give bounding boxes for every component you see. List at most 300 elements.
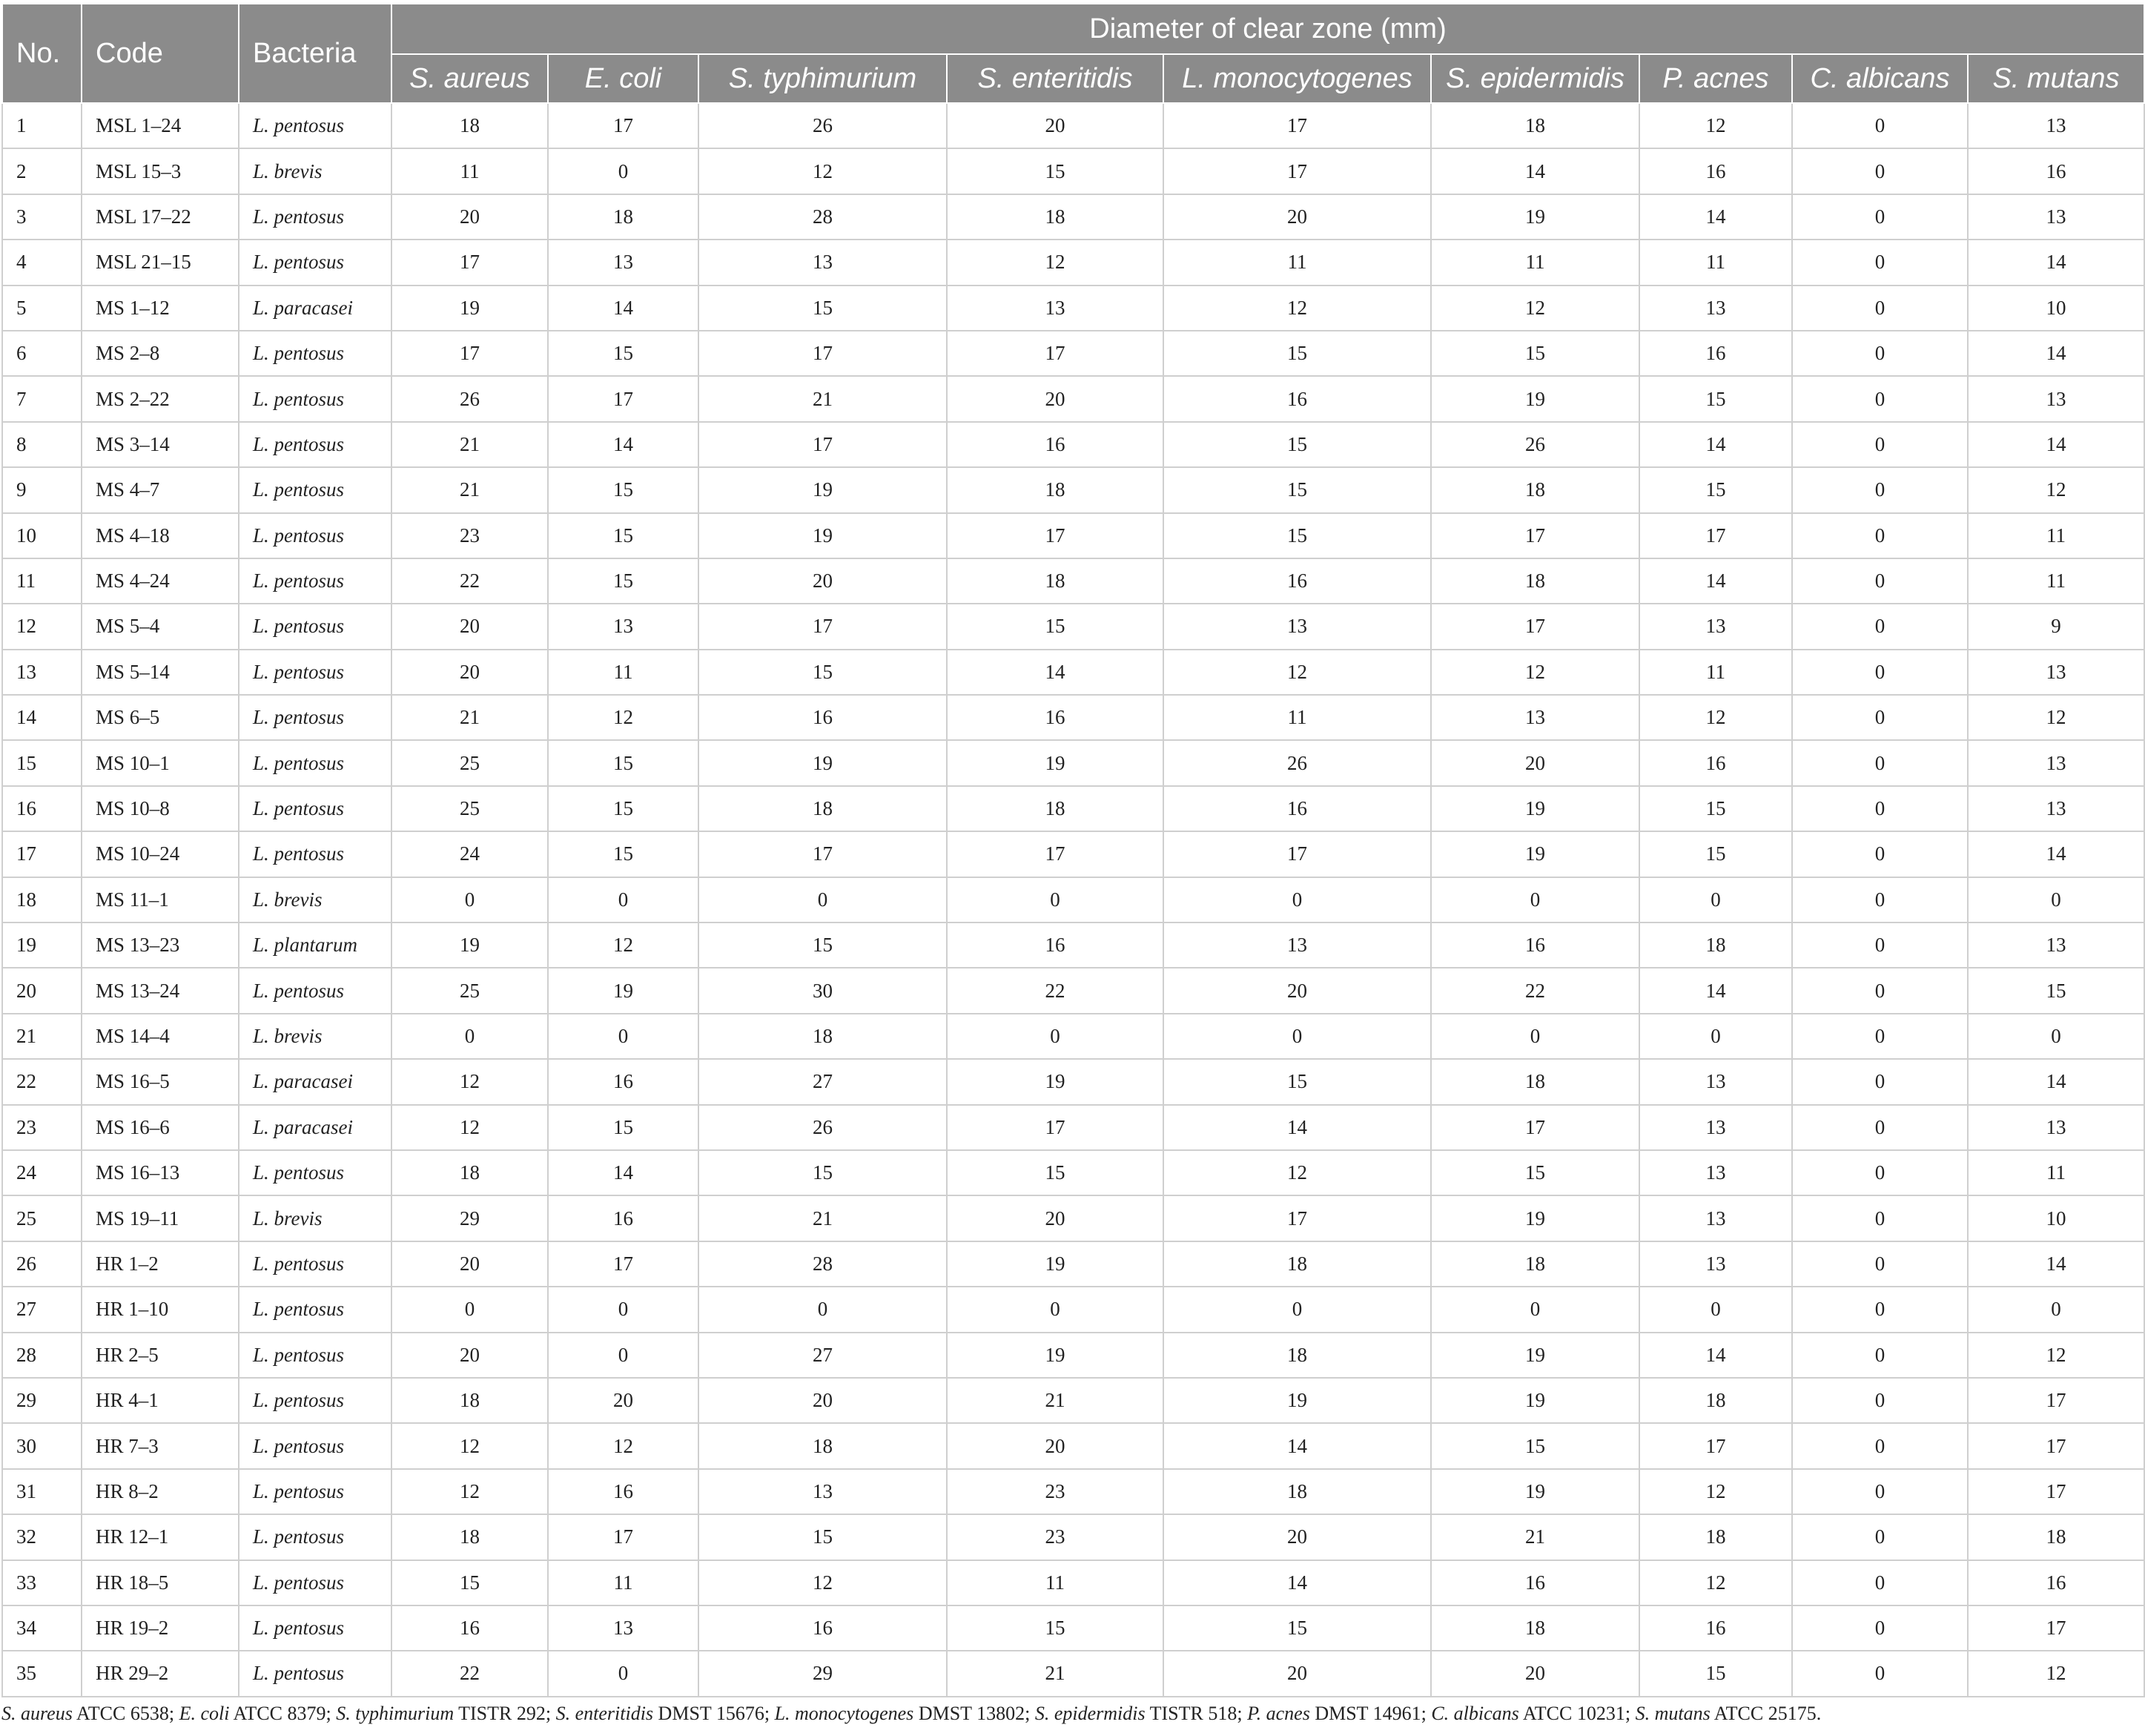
header-code: Code	[82, 4, 239, 103]
cell-value: 20	[1163, 968, 1431, 1013]
cell-bacteria: L. pentosus	[239, 1560, 391, 1605]
cell-value: 17	[1163, 148, 1431, 194]
cell-value: 15	[548, 740, 698, 785]
footnote-species: C. albicans	[1431, 1703, 1519, 1724]
cell-value: 15	[1639, 1651, 1792, 1696]
cell-value: 12	[1639, 1560, 1792, 1605]
cell-code: HR 18–5	[82, 1560, 239, 1605]
cell-value: 21	[947, 1651, 1163, 1696]
cell-value: 15	[1431, 1150, 1639, 1195]
cell-value: 0	[1792, 1560, 1968, 1605]
cell-value: 12	[391, 1059, 548, 1104]
cell-no: 20	[2, 968, 82, 1013]
cell-bacteria: L. pentosus	[239, 467, 391, 512]
cell-value: 17	[1968, 1423, 2144, 1468]
cell-bacteria: L. pentosus	[239, 331, 391, 376]
cell-bacteria: L. pentosus	[239, 1378, 391, 1423]
cell-value: 15	[1163, 422, 1431, 467]
cell-no: 27	[2, 1287, 82, 1332]
cell-value: 19	[947, 1059, 1163, 1104]
cell-value: 21	[391, 422, 548, 467]
header-bacteria: Bacteria	[239, 4, 391, 103]
cell-no: 33	[2, 1560, 82, 1605]
cell-value: 12	[698, 1560, 947, 1605]
cell-value: 27	[698, 1333, 947, 1378]
cell-value: 0	[947, 1014, 1163, 1059]
footnote-separator: ;	[1237, 1703, 1248, 1724]
cell-value: 16	[1639, 1605, 1792, 1651]
cell-value: 19	[698, 467, 947, 512]
cell-value: 17	[947, 513, 1163, 558]
cell-value: 0	[1792, 1333, 1968, 1378]
cell-value: 16	[1968, 148, 2144, 194]
clear-zone-table	[1, 3, 2145, 1697]
cell-value: 19	[1431, 1378, 1639, 1423]
cell-value: 11	[1163, 695, 1431, 740]
cell-value: 19	[548, 968, 698, 1013]
cell-no: 6	[2, 331, 82, 376]
cell-bacteria: L. pentosus	[239, 376, 391, 421]
cell-value: 13	[1968, 923, 2144, 968]
cell-value: 0	[1792, 604, 1968, 649]
cell-value: 15	[947, 1150, 1163, 1195]
cell-bacteria: L. pentosus	[239, 740, 391, 785]
cell-value: 0	[1792, 1605, 1968, 1651]
cell-code: MS 1–12	[82, 286, 239, 331]
cell-code: MS 13–23	[82, 923, 239, 968]
footnote-separator: ;	[1421, 1703, 1432, 1724]
table-header	[2, 4, 2144, 103]
cell-value: 0	[391, 1287, 548, 1332]
cell-value: 0	[1792, 1014, 1968, 1059]
table-row	[2, 1469, 2144, 1514]
cell-code: MS 16–6	[82, 1105, 239, 1150]
footnote-strain: ATCC 25175	[1710, 1703, 1817, 1724]
table-body	[2, 103, 2144, 1697]
cell-bacteria: L. pentosus	[239, 1287, 391, 1332]
cell-value: 20	[1163, 1514, 1431, 1560]
cell-bacteria: L. brevis	[239, 1195, 391, 1241]
cell-value: 0	[1639, 1287, 1792, 1332]
cell-value: 13	[698, 240, 947, 285]
cell-value: 17	[391, 331, 548, 376]
cell-no: 34	[2, 1605, 82, 1651]
cell-value: 0	[947, 1287, 1163, 1332]
cell-value: 12	[1163, 286, 1431, 331]
cell-value: 19	[947, 740, 1163, 785]
cell-no: 25	[2, 1195, 82, 1241]
cell-value: 22	[1431, 968, 1639, 1013]
table-row	[2, 1423, 2144, 1468]
cell-value: 11	[1968, 558, 2144, 604]
table-row	[2, 604, 2144, 649]
cell-value: 0	[1792, 695, 1968, 740]
cell-code: HR 2–5	[82, 1333, 239, 1378]
cell-value: 17	[1968, 1378, 2144, 1423]
cell-value: 10	[1968, 286, 2144, 331]
cell-code: MS 6–5	[82, 695, 239, 740]
cell-value: 16	[1639, 740, 1792, 785]
cell-value: 20	[391, 650, 548, 695]
table-row	[2, 695, 2144, 740]
cell-value: 0	[1792, 558, 1968, 604]
cell-bacteria: L. pentosus	[239, 240, 391, 285]
cell-value: 20	[391, 1241, 548, 1287]
cell-value: 21	[391, 467, 548, 512]
table-row	[2, 148, 2144, 194]
cell-value: 18	[1163, 1333, 1431, 1378]
cell-value: 20	[1431, 740, 1639, 785]
cell-value: 21	[947, 1378, 1163, 1423]
cell-bacteria: L. paracasei	[239, 1105, 391, 1150]
cell-value: 11	[548, 650, 698, 695]
cell-bacteria: L. pentosus	[239, 1333, 391, 1378]
cell-value: 13	[1163, 604, 1431, 649]
cell-code: MS 4–7	[82, 467, 239, 512]
cell-value: 21	[698, 1195, 947, 1241]
cell-bacteria: L. pentosus	[239, 103, 391, 148]
cell-value: 14	[1163, 1105, 1431, 1150]
cell-value: 18	[947, 786, 1163, 831]
cell-value: 23	[947, 1469, 1163, 1514]
cell-value: 13	[1968, 103, 2144, 148]
cell-code: MS 2–8	[82, 331, 239, 376]
footnote-species: S. aureus	[1, 1703, 73, 1724]
cell-value: 17	[1163, 831, 1431, 877]
cell-value: 0	[1792, 513, 1968, 558]
cell-value: 12	[1968, 695, 2144, 740]
cell-no: 17	[2, 831, 82, 877]
cell-value: 16	[947, 923, 1163, 968]
cell-no: 18	[2, 877, 82, 923]
cell-value: 9	[1968, 604, 2144, 649]
cell-value: 18	[391, 1378, 548, 1423]
cell-value: 16	[947, 695, 1163, 740]
cell-value: 0	[1792, 1150, 1968, 1195]
cell-value: 0	[1431, 877, 1639, 923]
cell-value: 14	[1639, 422, 1792, 467]
table-row	[2, 467, 2144, 512]
cell-no: 28	[2, 1333, 82, 1378]
cell-value: 19	[1431, 786, 1639, 831]
cell-value: 12	[391, 1469, 548, 1514]
cell-bacteria: L. pentosus	[239, 558, 391, 604]
cell-no: 32	[2, 1514, 82, 1560]
cell-no: 1	[2, 103, 82, 148]
cell-bacteria: L. pentosus	[239, 604, 391, 649]
cell-value: 19	[391, 286, 548, 331]
cell-value: 13	[1968, 740, 2144, 785]
footnote-species: S. mutans	[1635, 1703, 1711, 1724]
cell-value: 15	[548, 1105, 698, 1150]
header-organism: P. acnes	[1639, 54, 1792, 103]
cell-value: 0	[1163, 1287, 1431, 1332]
table-row	[2, 558, 2144, 604]
cell-value: 19	[1431, 831, 1639, 877]
table-row	[2, 240, 2144, 285]
cell-code: MSL 21–15	[82, 240, 239, 285]
cell-value: 11	[1968, 1150, 2144, 1195]
cell-value: 16	[1639, 331, 1792, 376]
cell-code: HR 1–10	[82, 1287, 239, 1332]
cell-code: MSL 17–22	[82, 194, 239, 240]
cell-value: 13	[1639, 1241, 1792, 1287]
cell-value: 17	[698, 604, 947, 649]
cell-value: 21	[391, 695, 548, 740]
cell-value: 25	[391, 786, 548, 831]
cell-value: 17	[1431, 513, 1639, 558]
footnote-separator: ;	[1025, 1703, 1035, 1724]
table-row	[2, 376, 2144, 421]
footnote-species: E. coli	[179, 1703, 230, 1724]
cell-value: 14	[548, 286, 698, 331]
cell-code: MS 5–14	[82, 650, 239, 695]
cell-value: 12	[548, 1423, 698, 1468]
cell-bacteria: L. pentosus	[239, 1514, 391, 1560]
table-row	[2, 1605, 2144, 1651]
cell-value: 12	[548, 923, 698, 968]
cell-value: 15	[698, 650, 947, 695]
cell-code: MS 16–13	[82, 1150, 239, 1195]
cell-value: 16	[1431, 923, 1639, 968]
cell-value: 13	[1163, 923, 1431, 968]
cell-value: 18	[1639, 1378, 1792, 1423]
cell-no: 19	[2, 923, 82, 968]
cell-no: 13	[2, 650, 82, 695]
cell-value: 18	[1968, 1514, 2144, 1560]
cell-value: 0	[548, 1014, 698, 1059]
cell-value: 14	[1968, 331, 2144, 376]
cell-value: 19	[1163, 1378, 1431, 1423]
cell-bacteria: L. paracasei	[239, 286, 391, 331]
cell-value: 13	[1431, 695, 1639, 740]
header-organism: S. aureus	[391, 54, 548, 103]
cell-value: 14	[1968, 240, 2144, 285]
cell-value: 13	[1639, 286, 1792, 331]
cell-value: 18	[698, 1014, 947, 1059]
cell-value: 15	[548, 331, 698, 376]
cell-value: 15	[698, 923, 947, 968]
cell-value: 20	[548, 1378, 698, 1423]
cell-value: 12	[1968, 1333, 2144, 1378]
cell-value: 0	[391, 877, 548, 923]
cell-value: 27	[698, 1059, 947, 1104]
table-row	[2, 1514, 2144, 1560]
cell-no: 12	[2, 604, 82, 649]
header-organism: S. epidermidis	[1431, 54, 1639, 103]
cell-value: 16	[548, 1469, 698, 1514]
cell-code: HR 4–1	[82, 1378, 239, 1423]
cell-value: 18	[1639, 1514, 1792, 1560]
cell-value: 18	[1431, 467, 1639, 512]
cell-value: 0	[1792, 877, 1968, 923]
cell-value: 29	[391, 1195, 548, 1241]
cell-bacteria: L. pentosus	[239, 1423, 391, 1468]
cell-value: 17	[698, 831, 947, 877]
footnote-species: S. typhimurium	[336, 1703, 455, 1724]
cell-code: MSL 1–24	[82, 103, 239, 148]
cell-value: 26	[391, 376, 548, 421]
cell-value: 19	[1431, 194, 1639, 240]
cell-value: 16	[1163, 786, 1431, 831]
cell-value: 19	[1431, 1333, 1639, 1378]
cell-value: 17	[947, 831, 1163, 877]
cell-value: 19	[1431, 1195, 1639, 1241]
cell-value: 17	[947, 1105, 1163, 1150]
cell-value: 13	[548, 1605, 698, 1651]
table-row	[2, 1333, 2144, 1378]
cell-value: 12	[391, 1105, 548, 1150]
cell-value: 0	[1792, 240, 1968, 285]
cell-value: 11	[391, 148, 548, 194]
cell-value: 19	[698, 740, 947, 785]
cell-value: 14	[548, 422, 698, 467]
cell-value: 18	[548, 194, 698, 240]
cell-value: 28	[698, 194, 947, 240]
cell-value: 18	[391, 103, 548, 148]
cell-value: 17	[391, 240, 548, 285]
cell-value: 14	[1968, 422, 2144, 467]
footnote-species: L. monocytogenes	[774, 1703, 914, 1724]
table-row	[2, 1105, 2144, 1150]
cell-value: 16	[1968, 1560, 2144, 1605]
cell-bacteria: L. paracasei	[239, 1059, 391, 1104]
footnote-strain: ATCC 8379	[229, 1703, 326, 1724]
cell-value: 0	[548, 1333, 698, 1378]
cell-bacteria: L. brevis	[239, 877, 391, 923]
cell-bacteria: L. pentosus	[239, 695, 391, 740]
cell-code: MS 10–8	[82, 786, 239, 831]
cell-value: 0	[1792, 1514, 1968, 1560]
cell-value: 25	[391, 968, 548, 1013]
cell-value: 26	[698, 103, 947, 148]
cell-value: 20	[698, 1378, 947, 1423]
cell-value: 15	[1968, 968, 2144, 1013]
cell-value: 0	[1792, 376, 1968, 421]
cell-bacteria: L. pentosus	[239, 1651, 391, 1696]
cell-value: 13	[548, 604, 698, 649]
cell-value: 13	[1639, 1059, 1792, 1104]
cell-value: 15	[1163, 467, 1431, 512]
table-row	[2, 1378, 2144, 1423]
cell-value: 0	[1792, 422, 1968, 467]
cell-value: 15	[1639, 831, 1792, 877]
cell-value: 13	[698, 1469, 947, 1514]
cell-value: 18	[1431, 1241, 1639, 1287]
cell-value: 18	[1431, 103, 1639, 148]
cell-value: 15	[698, 1514, 947, 1560]
cell-value: 22	[947, 968, 1163, 1013]
footnote-strain: TISTR 292	[454, 1703, 546, 1724]
cell-value: 15	[1163, 331, 1431, 376]
table-row	[2, 194, 2144, 240]
cell-no: 5	[2, 286, 82, 331]
cell-value: 14	[1968, 1241, 2144, 1287]
cell-code: MS 3–14	[82, 422, 239, 467]
cell-value: 18	[1431, 558, 1639, 604]
cell-value: 13	[548, 240, 698, 285]
cell-value: 0	[1792, 1651, 1968, 1696]
cell-value: 11	[548, 1560, 698, 1605]
cell-code: MS 4–18	[82, 513, 239, 558]
cell-bacteria: L. brevis	[239, 1014, 391, 1059]
cell-value: 16	[1431, 1560, 1639, 1605]
cell-value: 18	[1639, 923, 1792, 968]
cell-value: 0	[1792, 103, 1968, 148]
cell-value: 12	[1163, 650, 1431, 695]
cell-value: 17	[1163, 1195, 1431, 1241]
cell-value: 26	[1163, 740, 1431, 785]
cell-value: 15	[391, 1560, 548, 1605]
cell-bacteria: L. pentosus	[239, 786, 391, 831]
cell-value: 26	[1431, 422, 1639, 467]
cell-value: 0	[1639, 877, 1792, 923]
table-row	[2, 831, 2144, 877]
table-row	[2, 331, 2144, 376]
cell-code: MS 10–24	[82, 831, 239, 877]
cell-value: 15	[548, 467, 698, 512]
cell-value: 11	[1431, 240, 1639, 285]
footnote-separator: .	[1816, 1703, 1822, 1724]
cell-bacteria: L. pentosus	[239, 1605, 391, 1651]
cell-no: 26	[2, 1241, 82, 1287]
cell-value: 0	[1792, 831, 1968, 877]
cell-value: 14	[1163, 1423, 1431, 1468]
cell-value: 12	[1431, 650, 1639, 695]
cell-value: 17	[1639, 513, 1792, 558]
cell-no: 3	[2, 194, 82, 240]
table-row	[2, 786, 2144, 831]
cell-value: 0	[1792, 1287, 1968, 1332]
cell-code: MS 13–24	[82, 968, 239, 1013]
cell-value: 13	[1639, 604, 1792, 649]
cell-value: 13	[1639, 1105, 1792, 1150]
cell-bacteria: L. pentosus	[239, 513, 391, 558]
cell-code: HR 19–2	[82, 1605, 239, 1651]
cell-value: 14	[548, 1150, 698, 1195]
cell-value: 17	[548, 376, 698, 421]
table-row	[2, 1195, 2144, 1241]
cell-no: 10	[2, 513, 82, 558]
cell-value: 30	[698, 968, 947, 1013]
cell-no: 30	[2, 1423, 82, 1468]
cell-bacteria: L. pentosus	[239, 831, 391, 877]
table-row	[2, 650, 2144, 695]
cell-no: 22	[2, 1059, 82, 1104]
cell-value: 10	[1968, 1195, 2144, 1241]
cell-code: MSL 15–3	[82, 148, 239, 194]
cell-bacteria: L. pentosus	[239, 968, 391, 1013]
cell-value: 23	[947, 1514, 1163, 1560]
cell-value: 0	[1792, 331, 1968, 376]
cell-value: 15	[1639, 376, 1792, 421]
cell-bacteria: L. pentosus	[239, 1150, 391, 1195]
cell-value: 16	[1639, 148, 1792, 194]
cell-bacteria: L. pentosus	[239, 422, 391, 467]
cell-value: 11	[1163, 240, 1431, 285]
cell-value: 19	[698, 513, 947, 558]
cell-value: 13	[1968, 650, 2144, 695]
cell-no: 2	[2, 148, 82, 194]
cell-value: 18	[698, 786, 947, 831]
cell-code: MS 5–4	[82, 604, 239, 649]
footnote-strain: DMST 15676	[653, 1703, 764, 1724]
table-row	[2, 1059, 2144, 1104]
cell-value: 20	[947, 1423, 1163, 1468]
cell-value: 0	[1792, 1469, 1968, 1514]
cell-value: 13	[1968, 1105, 2144, 1150]
cell-value: 19	[391, 923, 548, 968]
